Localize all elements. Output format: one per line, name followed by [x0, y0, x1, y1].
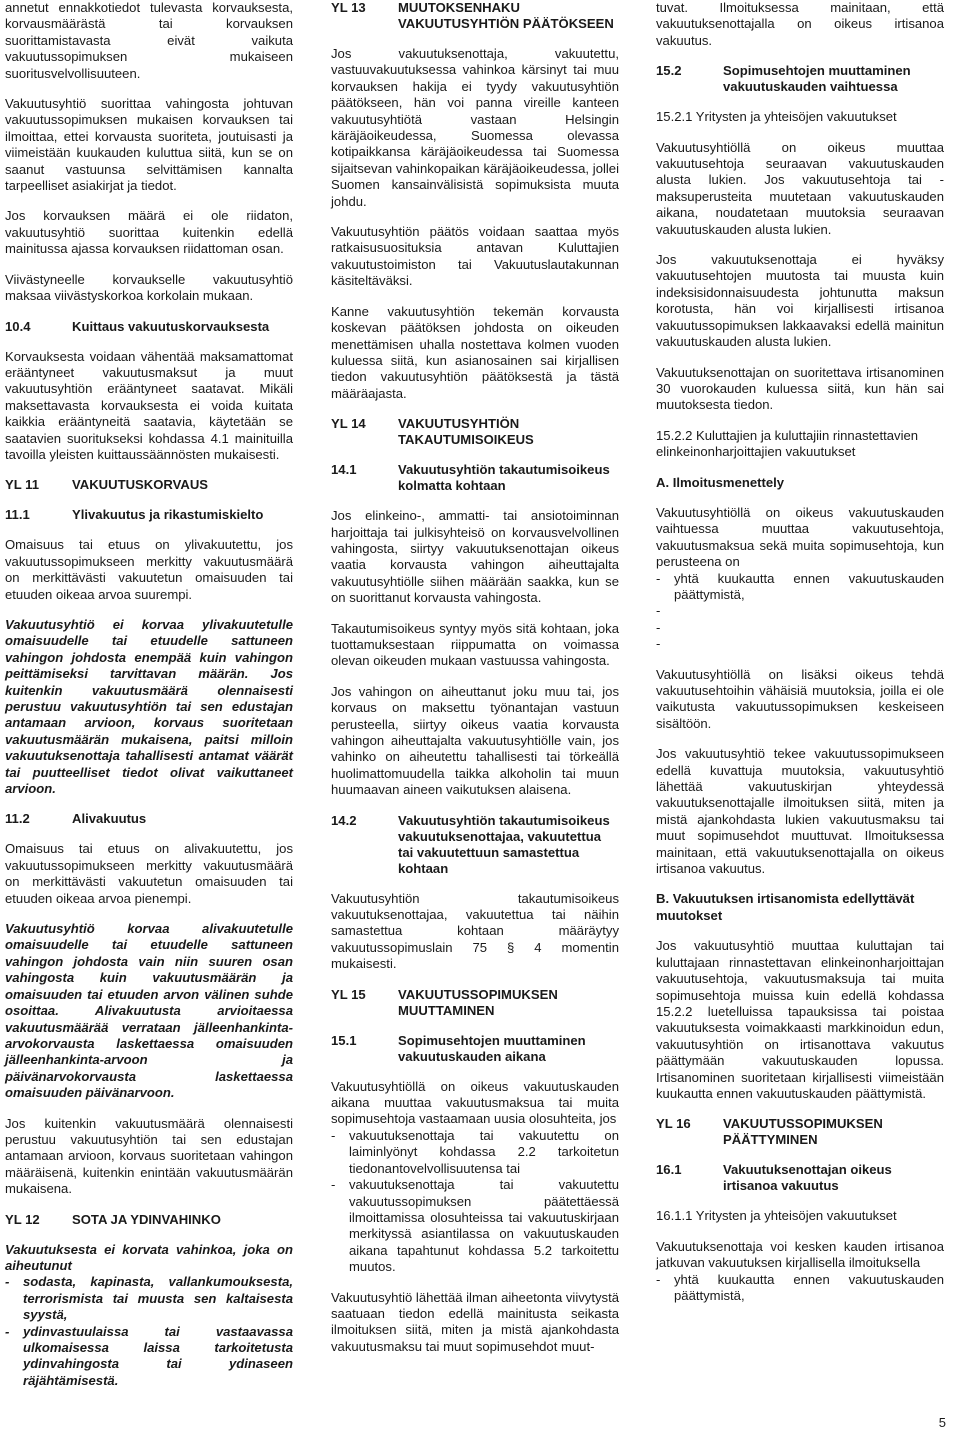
section-title: MUUTOKSENHAKU VAKUUTUSYHTIÖN PÄÄTÖKSEEN — [398, 0, 614, 31]
paragraph: Vakuutusyhtiöllä on lisäksi oikeus tehdä vakuutusehtoihin vähäisiä muutoksia, joilla ei ole vaikutusta vakuutussopimuksen keskeiseen sisältöön. — [656, 666, 944, 731]
right-column — [656, 0, 944, 1318]
dash-list — [5, 1274, 293, 1389]
section-heading-15-2 — [656, 63, 944, 95]
list-item: - vakuutuksenottaja tai vakuutettu on laiminlyönyt kohdassa 2.2 tarkoitetun tiedonantovelvollisuutensa tai — [331, 1127, 619, 1176]
section-number: YL 15 — [331, 986, 366, 1002]
section-title: Vakuutusyhtiön takautumisoikeus kolmatta kohtaan — [398, 462, 610, 494]
dash-list — [656, 1272, 944, 1305]
paragraph: Omaisuus tai etuus on alivakuutettu, jos vakuutussopimukseen merkitty vakuutusmäärä on merkittävästi vakuutetun omaisuuden tai etuuden oikeaa arvoa pienempi. — [5, 841, 293, 906]
section-number: 10.4 — [5, 318, 31, 334]
paragraph: Vakuutusyhtiö suorittaa vahingosta johtuvan vakuutussopimuksen mukaisen korvauksen tai ilmoittaa, ettei korvausta suoriteta, joutuisasti ja viimeistään kuukauden kuluttua siitä, kun se on saanut vastuunsa selvittämisen kannalta tarpeelliset asiakirjat ja tiedot. — [5, 96, 293, 194]
paragraph: Vakuutuksenottaja voi kesken kauden irtisanoa jatkuvan vakuutuksen kirjallisella ilmoituksella — [656, 1238, 944, 1271]
paragraph: Vakuutusyhtiön päätös voidaan saattaa myös ratkaisusuosituksia antavan Kuluttajien vakuutustoimiston tai Vakuutuslautakunnan käsiteltäväksi. — [331, 224, 619, 289]
paragraph: Vakuutusyhtiön takautumisoikeus vakuutuksenottajaa, vakuutettua tai näihin samastettua kohtaan määräytyy vakuutussopimuslain 75 § 4 momentin mukaisesti. — [331, 890, 619, 972]
paragraph: Jos elinkeino-, ammatti- tai ansiotoiminnan harjoittaja tai julkisyhteisö on korvausvelvollinen vahingosta, siirtyy vakuutuksenottajan oikeus vaatia korvausta vahingon aiheuttajalta vakuutusyhtiölle siihen määrään saakka, kun se on suorittanut korvausta vahingosta. — [331, 508, 619, 606]
subsection-heading: 15.2.1 Yritysten ja yhteisöjen vakuutukset — [656, 109, 897, 125]
section-number: 11.2 — [5, 811, 30, 827]
section-title: Kuittaus vakuutuskorvauksesta — [72, 318, 270, 334]
section-title: Ylivakuutus ja rikastumiskielto — [72, 507, 264, 523]
section-title: VAKUUTUSYHTIÖN TAKAUTUMISOIKEUS — [398, 416, 534, 448]
paragraph: Vakuutusyhtiöllä on oikeus muuttaa vakuutusehtoja seuraavan vakuutuskauden alusta lukien. Jos vakuutusehtoja tai -maksuperusteita muutetaan vakuutuskauden aikana, noudatetaan muutoksia seuraavan vakuutuskauden alusta lukien. — [656, 139, 944, 237]
paragraph: tuvat. Ilmoituksessa mainitaan, että vakuutuksenottajalla on oikeus irtisanoa vakuutus. — [656, 0, 944, 48]
section-heading-14-1 — [331, 462, 619, 494]
dash-list — [331, 1128, 619, 1276]
section-number: 15.2 — [656, 63, 682, 79]
subsection-heading: 16.1.1 Yritysten ja yhteisöjen vakuutukset — [656, 1208, 897, 1224]
section-heading-yl16 — [656, 1116, 944, 1148]
section-title: Alivakuutus — [72, 811, 147, 827]
list-item: - — [656, 603, 661, 619]
section-number: 15.1 — [331, 1032, 357, 1048]
section-heading-yl12 — [5, 1212, 293, 1228]
page-number: 5 — [938, 1415, 946, 1430]
paragraph: Jos kuitenkin vakuutusmäärä olennaisesti perustuu vakuutusyhtiön tai sen edustajan antamaan arvioon, korvaus suoritetaan vahingon määräisenä, kuitenkin enintään vakuutusmäärän mukaisena. — [5, 1115, 293, 1197]
section-number: 14.1 — [331, 462, 357, 478]
paragraph: Korvauksesta voidaan vähentää maksamattomat erääntyneet vakuutusmaksut ja muut vakuutusyhtiön erääntyneet saatavat. Mikäli maksettavasta korvauksesta ei voida kuitata kaikkia erääntyneitä saatavia, käytetään se saatavien suoritukseksi kohdassa 4.1 mainituilla tavoilla yleisten kuittaussäännösten mukaisesti. — [5, 348, 293, 462]
list-item: - — [656, 619, 661, 635]
section-title: Vakuutuksenottajan oikeus irtisanoa vakuutus — [723, 1162, 892, 1194]
paragraph: Vakuutusyhtiöllä on oikeus vakuutuskauden vaihtuessa muuttaa vakuutusehtoja, vakuutusmaksua sekä muita sopimusehtoja, kun perusteena on — [656, 504, 944, 570]
section-title: VAKUUTUSSOPIMUKSEN MUUTTAMINEN — [398, 986, 558, 1018]
section-title: SOTA JA YDINVAHINKO — [72, 1211, 221, 1227]
left-column — [5, 0, 293, 1403]
list-item: - — [656, 636, 661, 652]
section-title: Vakuutusyhtiön takautumisoikeus vakuutuksenottajaa, vakuutettua tai vakuutettuun samastettua kohtaan — [398, 812, 610, 876]
section-heading-10-4 — [5, 319, 293, 335]
section-heading-15-1 — [331, 1033, 619, 1065]
list-item: - ydinvastuulaissa tai vastaavassa ulkomaisessa laissa tarkoitetusta ydinvahingosta tai ydinaseen räjähtämisestä. — [5, 1323, 293, 1388]
emphasis-paragraph: Vakuutusyhtiö ei korvaa ylivakuutetulle omaisuudelle tai etuudelle sattuneen vahingon johdosta enempää kuin vahingon peittämiseksi tarvittavan määrän. Jos kuitenkin vakuutusmäärä olennaisesti perustuu vakuutusyhtiön tai sen edustajan antamaan arvioon, korvaus suoritetaan vakuutusmäärän mukaisena, paitsi milloin vakuutuksenottaja tahallisesti antamat väärät tai puutteelliset tiedot olivat vaikuttaneet arvioon. — [5, 616, 293, 797]
paragraph: Viivästyneelle korvaukselle vakuutusyhtiö maksaa viivästyskorkoa korkolain mukaan. — [5, 271, 293, 304]
section-heading-yl15 — [331, 987, 619, 1019]
section-title: Sopimusehtojen muuttaminen vakuutuskauden aikana — [398, 1032, 586, 1064]
paragraph: Vakuutusyhtiöllä on oikeus vakuutuskauden aikana muuttaa vakuutusmaksua tai muita sopimusehtoja vastaamaan uusia olosuhteita, jos — [331, 1078, 619, 1127]
paragraph: Vakuutusyhtiö lähettää ilman aiheetonta viivytystä saatuaan tiedon edellä mainitusta seikasta ilmoituksen siitä, miten ja mistä ajankohdasta vakuutusmaksu tai muut sopimusehdot muut- — [331, 1289, 619, 1354]
paragraph: Jos vakuutusyhtiö muuttaa kuluttajan tai kuluttajaan rinnastettavan elinkeinonharjoittajan vakuutusehtoja, vakuutusmaksuja tai muita sopimusehtoja muissa kuin edellä kohdassa 15.2.2 luetelluissa tapauksissa tai poistaa vakuutuksesta voimakkaasti markkinoidun edun, vakuutusyhtiön on irtisanottava vakuutus päättymään vakuutuskauden lopussa. Irtisanominen suoritetaan kirjallisesti viimeistään kuukautta ennen vakuutuskauden päättymistä. — [656, 938, 944, 1101]
paragraph: Vakuutuksenottajan on suoritettava irtisanominen 30 vuorokauden kuluessa siitä, kun hän sai muutoksesta tiedon. — [656, 364, 944, 413]
section-number: 11.1 — [5, 507, 30, 523]
section-heading-11-2 — [5, 811, 293, 827]
emphasis-paragraph: Vakuutusyhtiö korvaa alivakuutetulle omaisuudelle tai etuudelle sattuneen vahingon johdosta vain niin suuren osan vahingosta kuin vakuutusmäärän ja omaisuuden tai etuuden arvon välinen suhde osoittaa. Alivakuutusta arvioitaessa vakuutusmäärää verrataan jälleenhankinta-arvokorvausta laskettaessa omaisuuden jälleenhankinta-arvoon ja päivänarvokorvausta laskettaessa omaisuuden päivänarvoon. — [5, 921, 293, 1101]
section-heading-yl14 — [331, 416, 619, 448]
paragraph: annetut ennakkotiedot tulevasta korvauksesta, korvausmäärästä tai korvauksen suorittamistavasta eivät vaikuta vakuutussopimuksen mukaiseen suoritusvelvollisuuteen. — [5, 0, 293, 81]
section-title: Sopimusehtojen muuttaminen vakuutuskauden vaihtuessa — [723, 63, 911, 95]
section-heading-yl13 — [331, 0, 619, 32]
paragraph: Jos vakuutusyhtiö tekee vakuutussopimukseen edellä kuvattuja muutoksia, vakuutusyhtiö lähettää vakuutuskirjan yhteydessä vakuutuksenottajalle ilmoituksen siitä, miten ja mistä ajankohdasta lukien vakuutusmaksu tai muut sopimusehdot muuttuvat. Ilmoituksessa mainitaan, että vakuutuksenottajalla on oikeus irtisanoa vakuutus. — [656, 746, 944, 877]
section-number: YL 12 — [5, 1211, 40, 1227]
section-number: YL 11 — [5, 477, 39, 493]
section-title: VAKUUTUSKORVAUS — [72, 477, 209, 493]
subsection-heading: 15.2.2 Kuluttajien ja kuluttajiin rinnastettavien elinkeinonharjoittajien vakuutukset — [656, 427, 919, 460]
list-item: - yhtä kuukautta ennen vakuutuskauden päättymistä, — [656, 1271, 944, 1303]
section-number: 16.1 — [656, 1162, 682, 1178]
bold-subheading: B. Vakuutuksen irtisanomista edellyttävät muutokset — [656, 891, 915, 923]
emphasis-paragraph: Vakuutuksesta ei korvata vahinkoa, joka on aiheutunut — [5, 1241, 293, 1273]
middle-column — [331, 0, 619, 1369]
section-number: YL 14 — [331, 416, 366, 432]
section-title: VAKUUTUSSOPIMUKSEN PÄÄTTYMINEN — [723, 1116, 883, 1148]
paragraph: Jos vahingon on aiheuttanut joku muu tai, jos korvaus on maksettu työnantajan vastuun perusteella, siirtyy oikeus vaatia korvausta vahingon aiheuttajalta vakuutusyhtiölle vain, jos vahinko on aiheutettu tahallisesti tai törkeällä huolimattomuudella taikka alkoholin tai muun huumaavan aineen vaikutuksen alaisena. — [331, 683, 619, 798]
section-number: 14.2 — [331, 812, 357, 828]
section-heading-yl11 — [5, 477, 293, 493]
list-item: - yhtä kuukautta ennen vakuutuskauden päättymistä, — [656, 570, 944, 602]
list-item: - sodasta, kapinasta, vallankumouksesta, terrorismista tai muusta sen kaltaisesta syystä, — [5, 1274, 293, 1323]
section-heading-11-1 — [5, 507, 293, 523]
paragraph: Jos vakuutuksenottaja, vakuutettu, vastuuvakuutuksessa vahinkoa kärsinyt tai muu korvauksen hakija ei tyydy vakuutusyhtiön päätökseen, hän voi panna vireille kanteen vakuutusyhtiötä vastaan Helsingin käräjäoikeudessa, Suomessa olevassa kotipaikkansa käräjäoikeudessa tai Suomessa sijaitsevan vahinkopaikan käräjäoikeudessa, jollei Suomen kansainvälisistä sopimuksista muuta johdu. — [331, 46, 619, 209]
paragraph: Jos korvauksen määrä ei ole riidaton, vakuutusyhtiö suorittaa kuitenkin edellä mainitussa ajassa korvauksen riidattoman osan. — [5, 208, 293, 257]
paragraph: Kanne vakuutusyhtiön tekemän korvausta koskevan päätöksen johdosta on oikeuden menettämisen uhalla nostettava kolmen vuoden kuluessa siitä, kun asianosainen sai kirjallisen tiedon vakuutusyhtiön päätöksestä ja tästä määräajasta. — [331, 303, 619, 401]
section-number: YL 13 — [331, 0, 366, 15]
list-item: - vakuutuksenottaja tai vakuutettu vakuutussopimuksen päätettäessä ilmoittamissa olosuhteissa tai vakuutuskirjaan merkityssä asiantilassa on vakuutuskauden aikana tapahtunut kohdassa 5.2 tarkoitettu muutos. — [331, 1177, 619, 1275]
paragraph: Omaisuus tai etuus on ylivakuutettu, jos vakuutussopimukseen merkitty vakuutusmäärä on merkittävästi vakuutetun omaisuuden tai etuuden oikeaa arvoa suurempi. — [5, 537, 293, 602]
paragraph: Jos vakuutuksenottaja ei hyväksy vakuutusehtojen muutosta tai muusta kuin indeksisidonnaisuudesta johtunutta maksun korotusta, hän voi kirjallisesti irtisanoa vakuutussopimuksen lakkaavaksi edellä mainitun vakuutuskauden alusta lukien. — [656, 252, 944, 350]
dash-list — [656, 571, 944, 653]
section-number: YL 16 — [656, 1116, 691, 1132]
bold-subheading: A. Ilmoitusmenettely — [656, 474, 785, 490]
section-heading-14-2 — [331, 813, 619, 877]
section-heading-16-1 — [656, 1162, 944, 1194]
paragraph: Takautumisoikeus syntyy myös sitä kohtaan, joka tuottamuksestaan riippumatta on voimassa olevan oikeuden mukaan vastuussa vahingosta. — [331, 620, 619, 669]
